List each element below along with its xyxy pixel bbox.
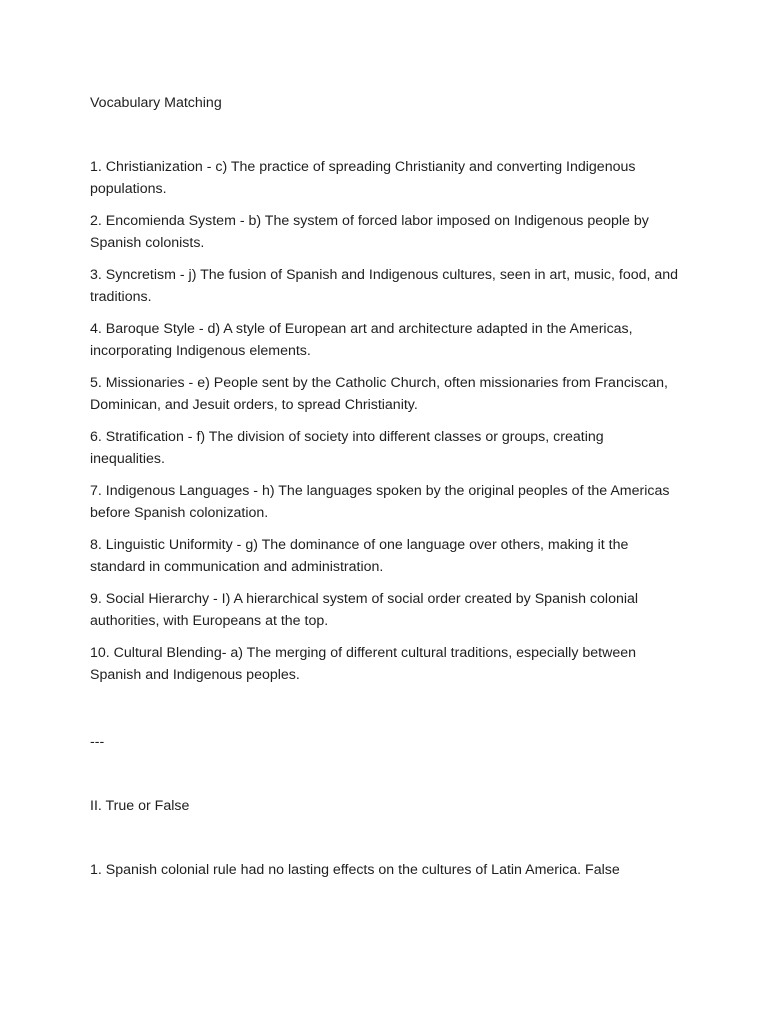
section-title-vocabulary-matching: Vocabulary Matching	[90, 95, 222, 111]
matching-list	[90, 156, 682, 696]
matching-item: 4. Baroque Style - d) A style of European art and architecture adapted in the Americas, incorporating Indigenous elements.	[90, 321, 633, 359]
true-false-item: 1. Spanish colonial rule had no lasting effects on the cultures of Latin America. False	[90, 862, 620, 878]
matching-item: 10. Cultural Blending- a) The merging of different cultural traditions, especially between Spanish and Indigenous peoples.	[90, 645, 636, 683]
matching-item: 9. Social Hierarchy - I) A hierarchical system of social order created by Spanish colonial authorities, with Europeans at the top.	[90, 591, 639, 629]
matching-item: 3. Syncretism - j) The fusion of Spanish and Indigenous cultures, seen in art, music, food, and traditions.	[90, 267, 679, 305]
section-title-true-or-false: II. True or False	[90, 798, 190, 814]
matching-item: 7. Indigenous Languages - h) The languages spoken by the original peoples of the Americas before Spanish colonization.	[90, 483, 670, 521]
matching-item: 5. Missionaries - e) People sent by the Catholic Church, often missionaries from Franciscan, Dominican, and Jesuit orders, to spread Christianity.	[90, 375, 668, 413]
matching-item: 6. Stratification - f) The division of society into different classes or groups, creating inequalities.	[90, 429, 604, 467]
matching-item: 2. Encomienda System - b) The system of forced labor imposed on Indigenous people by Spanish colonists.	[90, 213, 649, 251]
document-page	[90, 0, 682, 1024]
true-false-list	[90, 859, 682, 891]
section-divider: ---	[90, 734, 105, 750]
matching-item: 8. Linguistic Uniformity - g) The dominance of one language over others, making it the standard in communication and administration.	[90, 537, 629, 575]
matching-item: 1. Christianization - c) The practice of spreading Christianity and converting Indigenous populations.	[90, 159, 636, 197]
